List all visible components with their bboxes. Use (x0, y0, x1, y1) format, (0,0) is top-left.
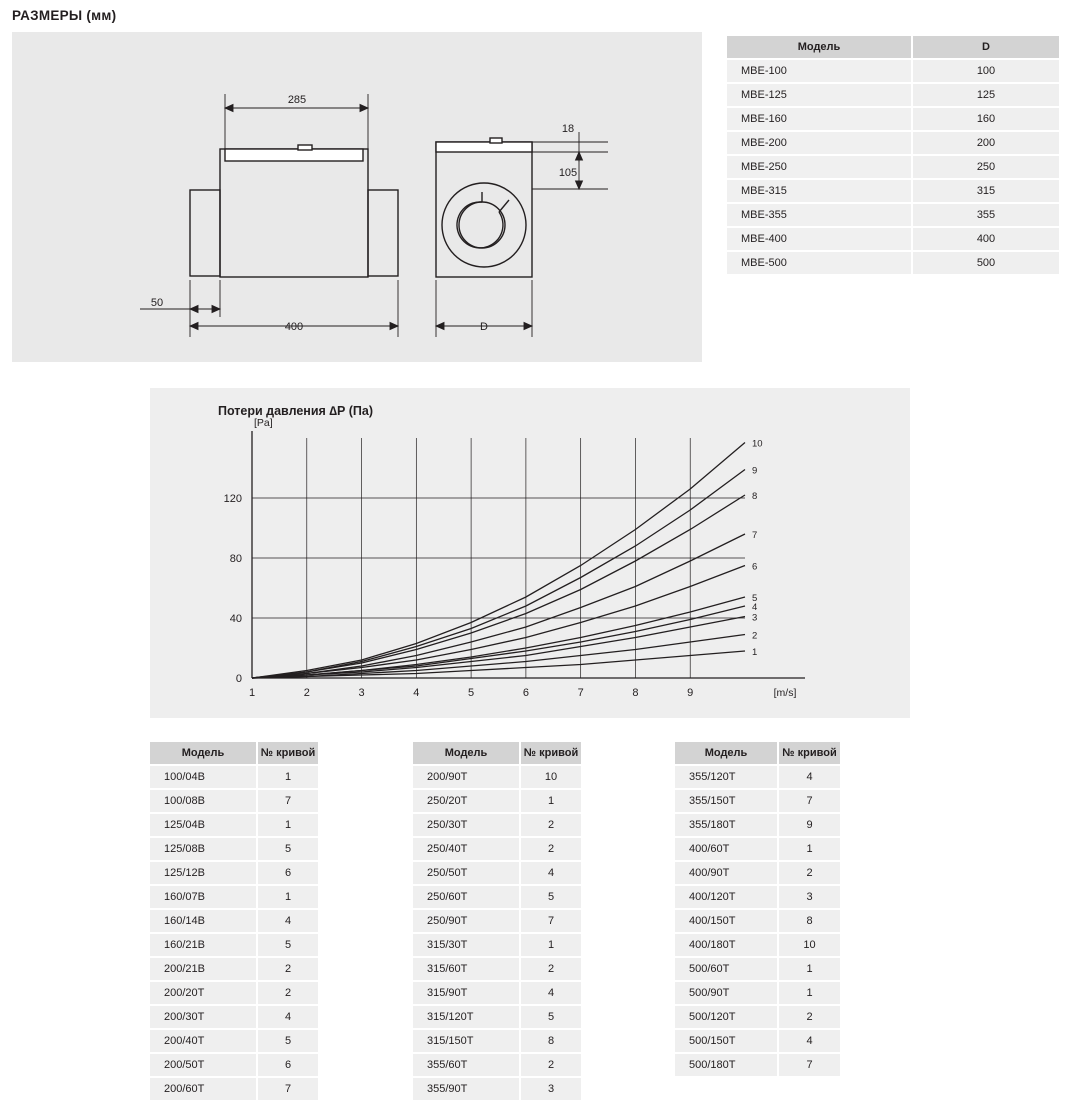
cell-model: 160/21B (150, 933, 257, 957)
curve-table-1-body (150, 765, 318, 1101)
svg-text:3: 3 (752, 612, 758, 624)
table-row (150, 765, 318, 789)
table-header-row (413, 742, 581, 765)
cell-curve-number: 4 (520, 861, 581, 885)
cell-model: 355/120T (675, 765, 778, 789)
cell-curve-number: 5 (257, 1029, 318, 1053)
svg-text:4: 4 (752, 602, 758, 613)
cell-model: 250/20T (413, 789, 520, 813)
svg-text:8: 8 (632, 687, 639, 699)
cell-model: 200/40T (150, 1029, 257, 1053)
cell-curve-number: 2 (520, 837, 581, 861)
cell-model: MBE-125 (727, 83, 912, 107)
cell-curve-number: 9 (778, 813, 840, 837)
table-row (413, 1029, 581, 1053)
svg-text:[Pa]: [Pa] (254, 417, 273, 429)
dim-105-label: 105 (558, 167, 578, 179)
cell-d: 250 (912, 155, 1059, 179)
svg-text:6: 6 (752, 561, 758, 573)
cell-curve-number: 1 (257, 813, 318, 837)
cell-model: 500/180T (675, 1053, 778, 1077)
cell-model: 315/30T (413, 933, 520, 957)
table-header-row (727, 36, 1059, 59)
cell-model: 100/04B (150, 765, 257, 789)
svg-text:1: 1 (248, 687, 256, 699)
svg-text:7: 7 (577, 687, 584, 699)
table-row (150, 1077, 318, 1101)
cell-curve-number: 1 (778, 981, 840, 1005)
cell-model: 315/60T (413, 957, 520, 981)
cell-curve-number: 2 (520, 1053, 581, 1077)
cell-curve-number: 2 (778, 861, 840, 885)
pressure-loss-chart (150, 388, 910, 718)
cell-curve-number: 4 (778, 1029, 840, 1053)
table-row (150, 789, 318, 813)
cell-curve-number: 4 (257, 909, 318, 933)
cell-model: 355/90T (413, 1077, 520, 1101)
cell-model: 500/90T (675, 981, 778, 1005)
table-row (675, 933, 840, 957)
cell-model: 315/120T (413, 1005, 520, 1029)
cell-curve-number: 5 (520, 885, 581, 909)
cell-model: 250/40T (413, 837, 520, 861)
cell-curve-number: 7 (778, 1053, 840, 1077)
table-row (413, 1077, 581, 1101)
cell-model: 200/20T (150, 981, 257, 1005)
cell-model: 125/08B (150, 837, 257, 861)
cell-model: 200/30T (150, 1005, 257, 1029)
cell-model: MBE-100 (727, 59, 912, 83)
pressure-loss-chart-panel (150, 388, 910, 718)
svg-text:5: 5 (468, 687, 475, 699)
curve-table-2-body (413, 765, 581, 1101)
page-title: РАЗМЕРЫ (мм) (12, 8, 117, 23)
table-row (413, 933, 581, 957)
cell-model: 400/150T (675, 909, 778, 933)
table-row (150, 837, 318, 861)
cell-model: 100/08B (150, 789, 257, 813)
col-header-curve: № кривой (778, 742, 840, 765)
cell-curve-number: 5 (520, 1005, 581, 1029)
cell-curve-number: 1 (257, 765, 318, 789)
svg-text:0: 0 (235, 673, 242, 685)
svg-text:40: 40 (229, 613, 242, 625)
table-row (413, 1005, 581, 1029)
table-row (150, 813, 318, 837)
table-row (675, 885, 840, 909)
table-row (413, 957, 581, 981)
svg-text:3: 3 (358, 687, 365, 699)
table-row (150, 981, 318, 1005)
svg-text:1: 1 (752, 647, 758, 658)
cell-curve-number: 4 (257, 1005, 318, 1029)
col-header-model: Модель (727, 36, 912, 59)
cell-curve-number: 1 (778, 837, 840, 861)
svg-text:80: 80 (229, 553, 242, 565)
cell-curve-number: 4 (520, 981, 581, 1005)
cell-d: 400 (912, 227, 1059, 251)
model-d-table (727, 36, 1059, 276)
cell-model: 200/50T (150, 1053, 257, 1077)
table-row (675, 1029, 840, 1053)
table-row (413, 837, 581, 861)
cell-model: MBE-160 (727, 107, 912, 131)
cell-model: 200/90T (413, 765, 520, 789)
cell-curve-number: 8 (778, 909, 840, 933)
cell-model: 355/150T (675, 789, 778, 813)
cell-model: 400/180T (675, 933, 778, 957)
cell-model: MBE-355 (727, 203, 912, 227)
table-row (727, 227, 1059, 251)
cell-model: 125/12B (150, 861, 257, 885)
col-header-model: Модель (675, 742, 778, 765)
cell-model: 400/90T (675, 861, 778, 885)
cell-curve-number: 2 (257, 981, 318, 1005)
table-row (413, 885, 581, 909)
svg-text:6: 6 (522, 687, 529, 699)
cell-curve-number: 8 (520, 1029, 581, 1053)
cell-model: 200/21B (150, 957, 257, 981)
cell-d: 160 (912, 107, 1059, 131)
cell-curve-number: 2 (520, 957, 581, 981)
cell-model: 200/60T (150, 1077, 257, 1101)
cell-d: 315 (912, 179, 1059, 203)
cell-d: 125 (912, 83, 1059, 107)
cell-curve-number: 3 (520, 1077, 581, 1101)
table-row (727, 59, 1059, 83)
cell-d: 100 (912, 59, 1059, 83)
dim-18-label: 18 (561, 123, 575, 135)
cell-curve-number: 6 (257, 861, 318, 885)
cell-curve-number: 2 (520, 813, 581, 837)
dim-50-label: 50 (150, 297, 164, 309)
table-row (675, 813, 840, 837)
cell-model: 355/180T (675, 813, 778, 837)
table-row (413, 813, 581, 837)
table-header-row (675, 742, 840, 765)
svg-text:10: 10 (752, 438, 763, 450)
cell-d: 200 (912, 131, 1059, 155)
cell-curve-number: 10 (520, 765, 581, 789)
cell-curve-number: 7 (257, 789, 318, 813)
cell-curve-number: 1 (257, 885, 318, 909)
cell-model: 500/150T (675, 1029, 778, 1053)
table-header-row (150, 742, 318, 765)
table-row (727, 155, 1059, 179)
table-row (727, 83, 1059, 107)
cell-model: 250/90T (413, 909, 520, 933)
table-row (413, 861, 581, 885)
col-header-model: Модель (413, 742, 520, 765)
cell-curve-number: 5 (257, 933, 318, 957)
cell-curve-number: 3 (778, 885, 840, 909)
table-row (150, 885, 318, 909)
cell-curve-number: 10 (778, 933, 840, 957)
svg-text:[m/s]: [m/s] (773, 687, 797, 699)
curve-table-3 (675, 742, 840, 1078)
table-row (413, 765, 581, 789)
cell-model: 160/14B (150, 909, 257, 933)
svg-text:4: 4 (413, 687, 420, 699)
table-row (675, 957, 840, 981)
table-row (675, 789, 840, 813)
cell-curve-number: 7 (257, 1077, 318, 1101)
table-row (675, 1005, 840, 1029)
col-header-d: D (912, 36, 1059, 59)
cell-model: 250/30T (413, 813, 520, 837)
dim-D-label: D (480, 321, 488, 333)
table-row (727, 179, 1059, 203)
cell-curve-number: 1 (520, 789, 581, 813)
table-row (727, 251, 1059, 275)
dim-285-label: 285 (287, 94, 307, 106)
cell-model: MBE-250 (727, 155, 912, 179)
cell-model: 315/150T (413, 1029, 520, 1053)
svg-text:120: 120 (223, 493, 242, 505)
table-row (727, 131, 1059, 155)
table-row (150, 1053, 318, 1077)
cell-model: 125/04B (150, 813, 257, 837)
svg-text:8: 8 (752, 491, 758, 502)
cell-curve-number: 2 (778, 1005, 840, 1029)
cell-curve-number: 5 (257, 837, 318, 861)
cell-model: MBE-315 (727, 179, 912, 203)
table-row (675, 765, 840, 789)
svg-text:7: 7 (752, 530, 758, 541)
table-row (727, 203, 1059, 227)
table-row (413, 981, 581, 1005)
table-row (675, 981, 840, 1005)
cell-model: 250/60T (413, 885, 520, 909)
cell-model: 315/90T (413, 981, 520, 1005)
cell-curve-number: 2 (257, 957, 318, 981)
table-row (150, 861, 318, 885)
cell-curve-number: 6 (257, 1053, 318, 1077)
svg-text:2: 2 (752, 630, 758, 642)
table-row (150, 933, 318, 957)
svg-text:9: 9 (752, 465, 758, 477)
chart-title: Потери давления ∆Р (Па) (218, 404, 374, 418)
table-row (150, 957, 318, 981)
table-row (675, 909, 840, 933)
cell-model: MBE-400 (727, 227, 912, 251)
table-row (150, 1005, 318, 1029)
table-row (150, 909, 318, 933)
cell-model: 160/07B (150, 885, 257, 909)
dimensions-drawing (12, 32, 702, 362)
cell-curve-number: 7 (520, 909, 581, 933)
cell-curve-number: 4 (778, 765, 840, 789)
table-row (727, 107, 1059, 131)
cell-model: 500/120T (675, 1005, 778, 1029)
cell-curve-number: 1 (778, 957, 840, 981)
table-row (150, 1029, 318, 1053)
cell-curve-number: 1 (520, 933, 581, 957)
cell-model: MBE-200 (727, 131, 912, 155)
curve-table-3-body (675, 765, 840, 1077)
table-row (675, 861, 840, 885)
cell-model: 250/50T (413, 861, 520, 885)
col-header-curve: № кривой (520, 742, 581, 765)
table-row (675, 1053, 840, 1077)
table-row (413, 1053, 581, 1077)
cell-model: MBE-500 (727, 251, 912, 275)
cell-model: 355/60T (413, 1053, 520, 1077)
cell-d: 355 (912, 203, 1059, 227)
svg-text:5: 5 (752, 593, 758, 604)
dim-400-label: 400 (284, 321, 304, 333)
cell-model: 500/60T (675, 957, 778, 981)
cell-d: 500 (912, 251, 1059, 275)
dimensions-drawing-panel (12, 32, 702, 362)
cell-curve-number: 7 (778, 789, 840, 813)
col-header-curve: № кривой (257, 742, 318, 765)
curve-table-2 (413, 742, 581, 1102)
curve-table-1 (150, 742, 318, 1102)
col-header-model: Модель (150, 742, 257, 765)
table-row (413, 789, 581, 813)
cell-model: 400/60T (675, 837, 778, 861)
svg-text:9: 9 (687, 687, 694, 699)
table-row (413, 909, 581, 933)
svg-text:2: 2 (303, 687, 310, 699)
table-row (675, 837, 840, 861)
cell-model: 400/120T (675, 885, 778, 909)
